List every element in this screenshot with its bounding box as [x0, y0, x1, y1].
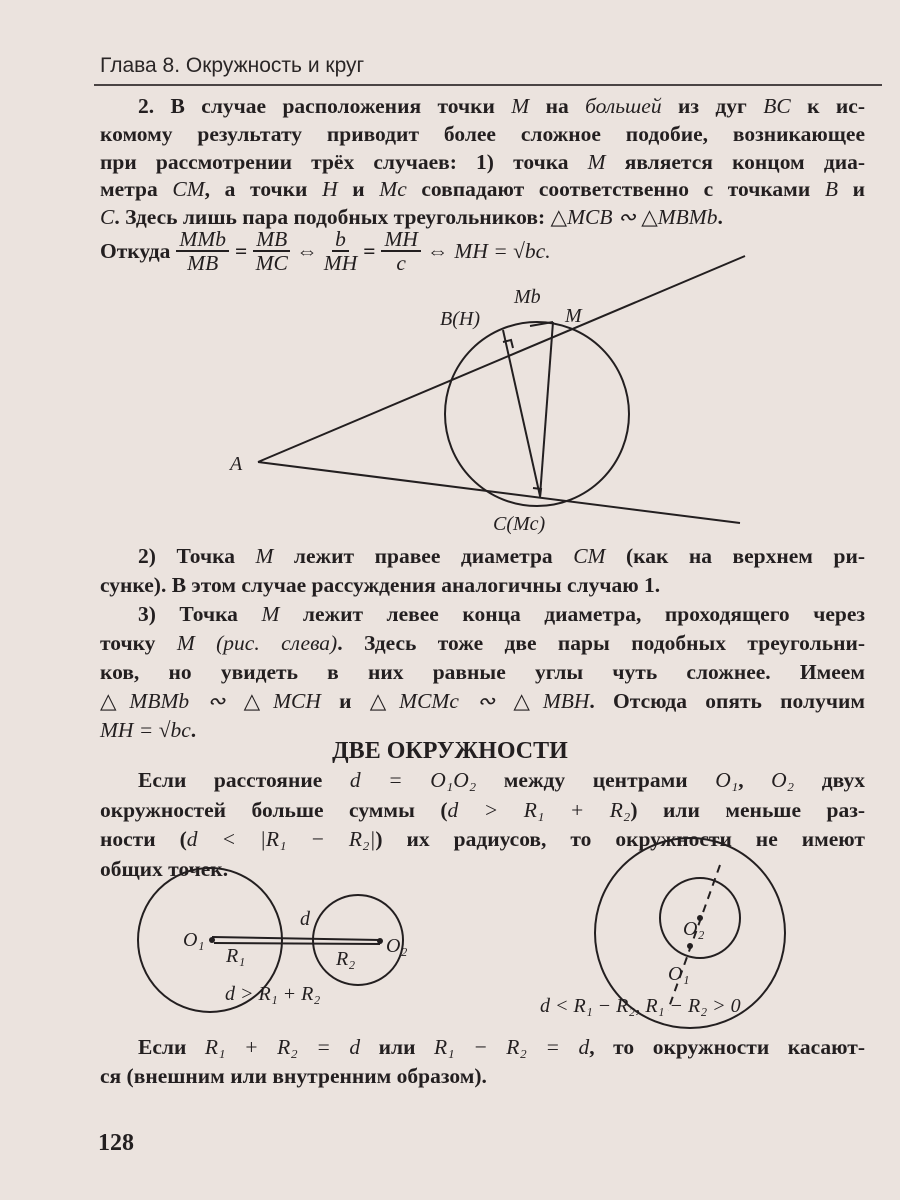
text-segment: и	[337, 177, 380, 202]
text-segment: ,	[738, 768, 772, 792]
denominator: MC	[255, 251, 288, 275]
center-o2	[377, 938, 383, 944]
text-segment: Если	[138, 1035, 205, 1059]
text-segment: CM	[573, 544, 606, 568]
formula-lead: Откуда	[100, 238, 171, 263]
label-o1: O₁	[183, 929, 205, 951]
label-mb: Mb	[514, 286, 541, 308]
text-segment: MH = √bc	[100, 718, 191, 742]
chapter-header: Глава 8. Окружность и круг	[100, 54, 365, 77]
text-segment: . Здесь тоже две пары подобных треугольни-	[337, 631, 866, 655]
text-line	[100, 796, 865, 824]
text-segment: △MCMc ∾ △MBH	[369, 689, 590, 713]
label-o2: O₂	[386, 935, 408, 957]
text-segment: M	[261, 602, 280, 626]
text-segment: M	[511, 94, 530, 118]
text-segment: двух	[794, 768, 865, 792]
text-segment: CM	[172, 177, 205, 202]
text-segment: между центрами	[476, 768, 716, 792]
text-line	[100, 855, 865, 883]
equals: =	[363, 238, 376, 263]
equals: =	[234, 238, 248, 263]
iff-symbol: ⇔	[426, 238, 449, 263]
text-segment: общих точек.	[100, 856, 229, 881]
formula-result: MH = √bc.	[454, 238, 551, 263]
text-segment: C	[100, 205, 115, 230]
text-line	[100, 1033, 865, 1061]
text-segment: и	[320, 689, 370, 713]
text-segment: Mc	[379, 177, 407, 202]
denominator: MB	[187, 251, 219, 275]
segment-r	[214, 943, 380, 944]
text-segment: B	[824, 177, 838, 202]
text-line	[100, 571, 865, 599]
center-o1	[209, 937, 215, 943]
text-segment: 3) Точка	[138, 602, 262, 626]
text-segment: .	[190, 718, 197, 742]
text-line	[100, 1062, 865, 1090]
text-segment: 2) Точка	[138, 544, 256, 568]
caption-right: d < R₁ − R₂, R₁ − R₂ > 0	[540, 995, 741, 1017]
text-line	[100, 687, 865, 715]
denominator: MH	[323, 251, 358, 275]
text-segment: из дуг	[661, 94, 764, 118]
text-segment: ности (	[100, 827, 187, 851]
text-segment: к ис-	[790, 94, 866, 118]
label-o2: O₂	[683, 918, 705, 940]
text-segment: d > R₁ + R₂	[447, 797, 631, 822]
text-segment: при рассмотрении трёх случаев: 1) точка	[100, 149, 588, 174]
text-segment: точку	[100, 631, 177, 655]
text-segment: .	[717, 205, 723, 230]
text-segment: M	[587, 149, 606, 174]
text-segment: окружностей больше суммы (	[100, 797, 448, 822]
label-a: A	[230, 453, 243, 475]
text-segment: d < |R₁ − R₂|	[186, 827, 376, 851]
denominator: c	[396, 251, 406, 275]
text-line	[100, 542, 865, 570]
text-segment: △MBMb ∾ △MCH	[100, 689, 321, 713]
iff-symbol: ⇔	[296, 238, 318, 263]
numerator: b	[332, 228, 349, 252]
right-angle-mark	[503, 340, 513, 348]
text-segment: на	[529, 94, 586, 118]
right-angle-mark	[533, 488, 541, 497]
text-segment: d = O₁O₂	[349, 768, 477, 792]
text-segment: совпадают соответственно с точками	[406, 177, 825, 202]
text-line	[100, 766, 865, 794]
text-segment: сунке). В этом случае рассуждения аналогичны случаю 1.	[100, 573, 661, 597]
text-segment: M	[255, 544, 274, 568]
text-segment: ) или меньше раз-	[630, 797, 865, 822]
label-bh: B(H)	[440, 308, 480, 330]
label-r1: R₁	[226, 945, 246, 967]
text-segment: или	[360, 1035, 435, 1059]
page-number: 128	[98, 1130, 134, 1156]
label-r2: R₂	[336, 948, 356, 970]
text-segment: O₁	[715, 768, 739, 792]
text-segment: H	[322, 177, 338, 202]
text-line	[100, 600, 865, 628]
text-segment: R₁ − R₂ = d	[434, 1035, 590, 1059]
text-segment: , а точки	[204, 177, 323, 202]
text-segment: R₁ + R₂ = d	[204, 1035, 361, 1059]
text-line	[100, 658, 865, 686]
label-cmc: C(Mc)	[493, 513, 546, 535]
numerator: MMb	[176, 228, 229, 252]
text-segment: комому результату приводит более сложное подобие, возникающее	[100, 121, 865, 146]
text-segment: и	[838, 177, 866, 202]
text-segment: ся (внешним или внутренним образом).	[100, 1064, 487, 1088]
text-segment: M (рис. слева)	[176, 631, 338, 655]
diameter-mc	[540, 322, 553, 496]
text-segment: является концом диа-	[605, 149, 865, 174]
text-segment: △MCB ∾ △MBMb	[550, 205, 718, 230]
text-segment: большей	[585, 94, 662, 118]
text-segment: . Здесь лишь пара подобных треугольников:	[114, 205, 551, 230]
numerator: MH	[381, 228, 420, 252]
text-segment: Если расстояние	[138, 768, 350, 792]
center-o1	[687, 943, 693, 949]
caption-left: d > R₁ + R₂	[225, 983, 321, 1005]
text-segment: (как на верхнем ри-	[605, 544, 865, 568]
figure-tangent-circle	[258, 256, 745, 523]
text-segment: ков, но увидеть в них равные углы чуть сложнее. Имеем	[100, 660, 865, 684]
text-segment: BC	[763, 94, 791, 118]
numerator: MB	[253, 228, 290, 252]
tangent-line	[258, 256, 745, 462]
text-segment: лежит левее конца диаметра, проходящего через	[279, 602, 865, 626]
label-o1: O₁	[668, 963, 690, 985]
text-line	[100, 825, 865, 853]
text-segment: . Отсюда опять получим	[589, 689, 865, 713]
text-segment: лежит правее диаметра	[273, 544, 574, 568]
text-segment: ) их радиусов, то окружности не имеют	[375, 827, 865, 851]
section-title: ДВЕ ОКРУЖНОСТИ	[332, 738, 568, 764]
text-segment: O₂	[771, 768, 795, 792]
text-segment: метра	[100, 177, 173, 202]
label-m: M	[565, 305, 582, 327]
segment-d	[212, 937, 380, 940]
text-line	[100, 629, 865, 657]
text-segment: 2. В случае расположения точки	[138, 94, 512, 118]
label-d: d	[300, 908, 310, 930]
chord-bc	[503, 330, 540, 496]
text-segment: , то окружности касают-	[589, 1035, 866, 1059]
